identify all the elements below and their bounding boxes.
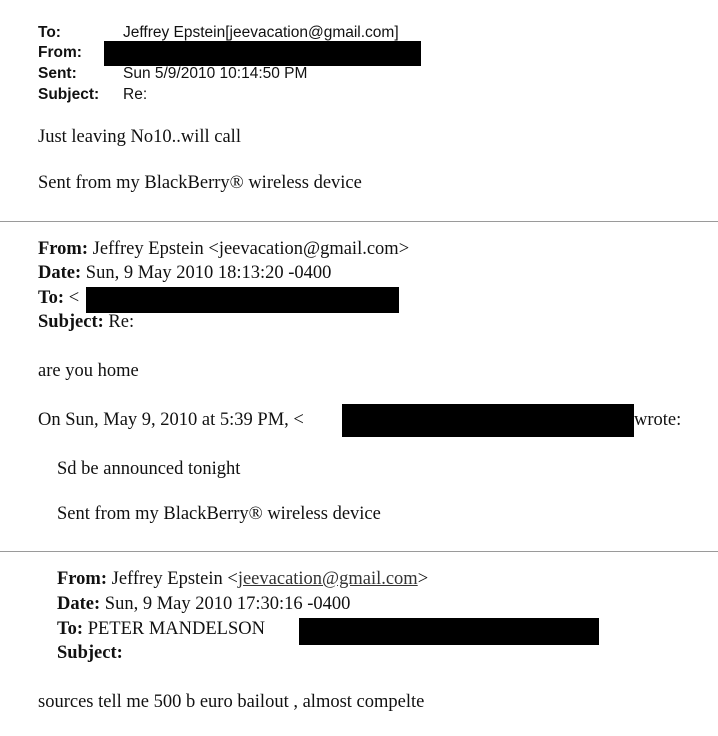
divider	[0, 221, 718, 222]
redaction-bar	[104, 41, 421, 66]
to-line: To: PETER MANDELSON	[57, 619, 265, 639]
quoted-text: Sd be announced tonight	[57, 459, 241, 479]
quote-intro-end: wrote:	[634, 410, 682, 430]
redaction-bar	[299, 618, 599, 645]
body-text: are you home	[38, 361, 139, 381]
quoted-signature: Sent from my BlackBerry® wireless device	[57, 504, 381, 524]
date-value: Sun, 9 May 2010 17:30:16 -0400	[104, 594, 351, 614]
to-label: To:	[38, 24, 61, 41]
divider	[0, 551, 718, 552]
email-link[interactable]: jeevacation@gmail.com	[237, 569, 418, 589]
redaction-bar	[342, 404, 634, 437]
signature-text: Sent from my BlackBerry® wireless device	[38, 173, 362, 193]
date-line: Date: Sun, 9 May 2010 17:30:16 -0400	[57, 594, 351, 614]
sent-value: Sun 5/9/2010 10:14:50 PM	[123, 65, 308, 82]
subject-value: Re:	[123, 86, 148, 103]
body-text: sources tell me 500 b euro bailout , almost compelte	[38, 692, 425, 712]
quote-intro-start: On Sun, May 9, 2010 at 5:39 PM, <	[38, 410, 304, 430]
to-line: To: <	[38, 288, 80, 308]
date-value: Sun, 9 May 2010 18:13:20 -0400	[85, 263, 332, 283]
from-line: From: Jeffrey Epstein <jeevacation@gmail.com>	[38, 239, 410, 259]
sent-label: Sent:	[38, 65, 77, 82]
from-value: Jeffrey Epstein <jeevacation@gmail.com>	[92, 239, 410, 259]
from-line: From: Jeffrey Epstein <jeevacation@gmail.com>	[57, 569, 429, 589]
from-label: From:	[38, 44, 82, 61]
body-text: Just leaving No10..will call	[38, 127, 241, 147]
to-value: Jeffrey Epstein[jeevacation@gmail.com]	[123, 24, 399, 41]
subject-label: Subject:	[38, 86, 100, 103]
subject-line: Subject:	[57, 643, 123, 663]
date-line: Date: Sun, 9 May 2010 18:13:20 -0400	[38, 263, 332, 283]
redaction-bar	[86, 287, 399, 313]
subject-line: Subject: Re:	[38, 312, 135, 332]
subject-value: Re:	[108, 312, 135, 332]
to-value: <	[68, 288, 80, 308]
to-value: PETER MANDELSON	[87, 619, 265, 639]
